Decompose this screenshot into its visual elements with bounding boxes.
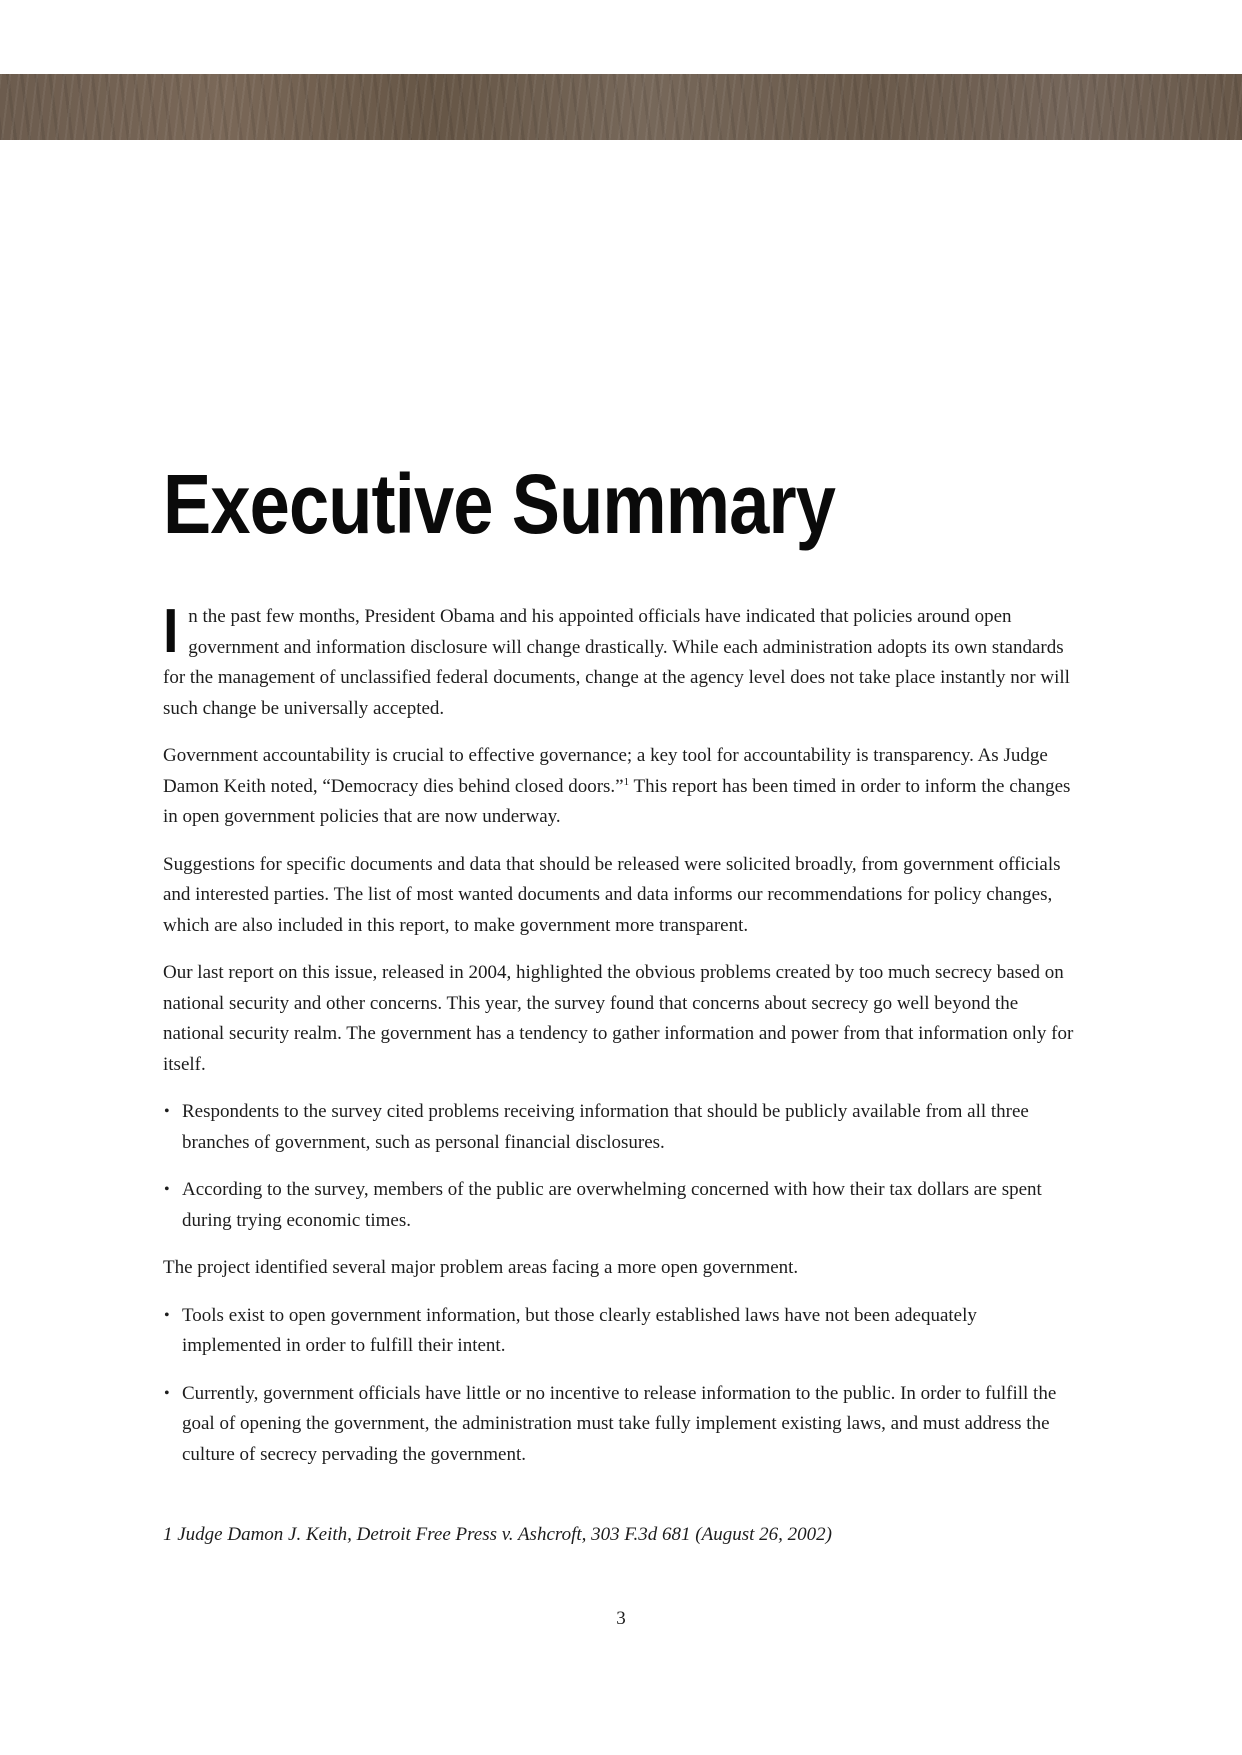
accountability-text-cont: This report has been timed in order to inform the changes in open government policies that are now underway. bbox=[163, 775, 1071, 827]
problem-areas-list bbox=[163, 1301, 1080, 1471]
problem-areas-paragraph: The project identified several major problem areas facing a more open government. bbox=[163, 1257, 799, 1278]
list-item: • Respondents to the survey cited problems receiving information that should be publicly available from all three branches of government, such as personal financial disclosures. bbox=[163, 1097, 1080, 1158]
footnote-marker: 1 bbox=[623, 775, 630, 788]
list-item: • Tools exist to open government information, but those clearly established laws have not been adequately implemented in order to fulfill their intent. bbox=[163, 1301, 1080, 1362]
page-number: 3 bbox=[616, 1608, 626, 1629]
accountability-text: Government accountability is crucial to effective governance; a key tool for accountability is transparency. As Judge Damon Keith noted, “Democracy dies behind closed doors.” bbox=[163, 745, 1048, 797]
page-title: Executive Summary bbox=[163, 457, 836, 551]
drop-cap: I bbox=[163, 597, 179, 666]
last-report-paragraph: Our last report on this issue, released in 2004, highlighted the obvious problems created by too much secrecy based on national security and other concerns. This year, the survey found that concerns about secrecy go well beyond the national security realm. The government has a tendency to gather information and power from that information only for itself. bbox=[163, 962, 1074, 1075]
accountability-paragraph bbox=[163, 741, 1080, 833]
footnote: 1 Judge Damon J. Keith, Detroit Free Press v. Ashcroft, 303 F.3d 681 (August 26, 2002) bbox=[163, 1524, 832, 1545]
body-text bbox=[163, 597, 1080, 1487]
list-item: • Currently, government officials have little or no incentive to release information to the public. In order to fulfill the goal of opening the government, the administration must take fully implement existing laws, and must address the culture of secrecy pervading the government. bbox=[163, 1379, 1080, 1471]
header-banner bbox=[0, 74, 1242, 140]
survey-findings-list bbox=[163, 1097, 1080, 1236]
list-item: • According to the survey, members of the public are overwhelming concerned with how their tax dollars are spent during trying economic times. bbox=[163, 1175, 1080, 1236]
intro-text: n the past few months, President Obama and his appointed officials have indicated that policies around open government and information disclosure will change drastically. While each administration adopts its own standards for the management of unclassified federal documents, change at the agency level does not take place instantly nor will such change be universally accepted. bbox=[163, 606, 1070, 719]
suggestions-paragraph: Suggestions for specific documents and data that should be released were solicited broadly, from government officials and interested parties. The list of most wanted documents and data informs our recommendations for policy changes, which are also included in this report, to make government more transparent. bbox=[163, 853, 1061, 936]
intro-paragraph bbox=[163, 597, 1080, 724]
